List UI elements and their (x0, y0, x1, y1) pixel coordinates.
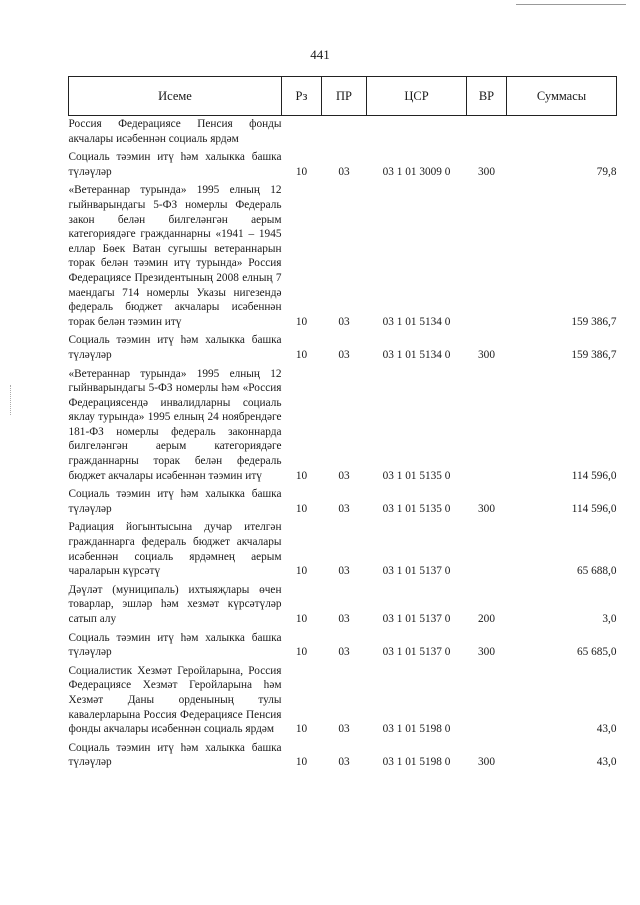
row-rz (282, 116, 322, 147)
row-sum: 159 386,7 (571, 348, 617, 361)
row-sum: 3,0 (602, 613, 617, 625)
row-csr: 03 1 01 5135 0 (382, 502, 451, 515)
table-row (69, 741, 617, 770)
row-pr: 03 (338, 756, 350, 769)
row-vr: 200 (478, 613, 495, 625)
row-pr: 03 (338, 165, 350, 178)
table-row (69, 150, 617, 179)
table-header-row (69, 77, 617, 116)
row-rz: 10 (295, 502, 308, 515)
row-sum: 65 685,0 (576, 646, 617, 659)
row-sum: 79,8 (596, 165, 617, 178)
table-row (69, 664, 617, 737)
row-name: Социаль тәэмин итү һәм халыкка башка түләүләр (68, 151, 282, 178)
row-sum: 114 596,0 (571, 502, 617, 515)
column-header-vr: ВР (467, 77, 507, 116)
row-csr: 03 1 01 5137 0 (382, 613, 451, 625)
row-csr: 03 1 01 5198 0 (382, 756, 451, 769)
row-csr: 03 1 01 5134 0 (382, 315, 451, 328)
row-name: Радиация йогынтысына дучар ителгән гражданнарга федераль бюджет акчалары исәбеннән социаль ярдәмнең аерым чараларын күрсәтү (68, 521, 282, 578)
row-vr: 300 (478, 348, 495, 361)
row-name: Социаль тәэмин итү һәм халыкка башка түләүләр (68, 631, 282, 659)
row-pr: 03 (338, 469, 350, 482)
table-row (69, 487, 617, 516)
row-vr: 300 (478, 646, 495, 659)
row-pr (322, 116, 367, 147)
row-pr: 03 (338, 315, 350, 328)
top-edge-line (516, 4, 626, 5)
row-pr: 03 (338, 565, 350, 578)
row-csr: 03 1 01 5134 0 (382, 348, 451, 361)
row-csr: 03 1 01 3009 0 (382, 165, 451, 178)
row-csr: 03 1 01 5137 0 (382, 646, 451, 659)
row-rz: 10 (295, 613, 308, 625)
table-row (69, 631, 617, 660)
row-rz: 10 (295, 565, 308, 578)
row-vr: 300 (478, 165, 495, 178)
row-sum: 159 386,7 (571, 315, 617, 328)
row-sum: 43,0 (596, 723, 617, 736)
column-header-sum: Суммасы (507, 77, 617, 116)
table-row (69, 116, 617, 147)
column-header-csr: ЦСР (367, 77, 467, 116)
row-pr: 03 (338, 613, 350, 625)
row-name: Социалистик Хезмәт Геройларына, Россия Федерациясе Хезмәт Геройларына һәм Хезмәт Даны орденының тулы кавалерларына Россия Федерациясе Пенсия фонды акчалары исәбеннән социаль ярдәм (68, 664, 282, 736)
row-sum: 65 688,0 (576, 565, 617, 578)
row-vr: 300 (478, 756, 495, 769)
row-name: Социаль тәэмин итү һәм халыкка башка түләүләр (68, 334, 282, 361)
binding-marks (10, 385, 13, 415)
row-rz: 10 (295, 315, 308, 328)
row-csr: 03 1 01 5198 0 (382, 723, 451, 736)
row-rz: 10 (295, 469, 308, 482)
row-rz: 10 (295, 348, 308, 361)
row-vr (467, 367, 507, 484)
row-name: Социаль тәэмин итү һәм халыкка башка түләүләр (68, 741, 282, 769)
row-rz: 10 (295, 723, 308, 736)
row-name: «Ветераннар турында» 1995 елның 12 гыйнварындагы 5-ФЗ номерлы һәм «Россия Федерациясендә инвалидларны социаль яклау турында» 1995 елның 24 ноябрендәге 181-ФЗ номерлы федераль законнарда билгеләнгән аерым категориядәге гражданнарны торак белән федераль бюджет акчалары исәбеннән тәэмин итү (68, 367, 282, 482)
column-header-pr: ПР (322, 77, 367, 116)
table-row (69, 367, 617, 484)
row-pr: 03 (338, 348, 350, 361)
column-header-rz: Рз (282, 77, 322, 116)
table-row (69, 520, 617, 578)
table-row (69, 183, 617, 329)
row-csr: 03 1 01 5135 0 (382, 469, 451, 482)
column-header-name: Исеме (69, 77, 282, 116)
row-vr: 300 (478, 502, 495, 515)
row-sum (507, 116, 617, 147)
row-rz: 10 (295, 165, 308, 178)
row-csr (367, 116, 467, 147)
row-vr (467, 183, 507, 329)
row-sum: 43,0 (596, 756, 617, 769)
table-row (69, 333, 617, 362)
page-number: 441 (310, 47, 330, 62)
row-vr (467, 520, 507, 578)
row-name: Дәүләт (муниципаль) ихтыяҗлары өчен товарлар, эшләр һәм хезмәт күрсәтүләр сатып алу (68, 583, 282, 625)
row-pr: 03 (338, 502, 350, 515)
row-vr (467, 664, 507, 737)
row-pr: 03 (338, 723, 350, 736)
row-pr: 03 (338, 646, 350, 659)
table-row (69, 583, 617, 627)
row-rz: 10 (295, 646, 308, 659)
budget-table (68, 76, 617, 770)
row-vr (467, 116, 507, 147)
row-rz: 10 (295, 756, 308, 769)
row-name: Социаль тәэмин итү һәм халыкка башка түләүләр (68, 488, 282, 515)
row-csr: 03 1 01 5137 0 (382, 565, 451, 578)
row-sum: 114 596,0 (571, 469, 617, 482)
row-name: Россия Федерациясе Пенсия фонды акчалары исәбеннән социаль ярдәм (68, 118, 282, 145)
row-name: «Ветераннар турында» 1995 елның 12 гыйнварындагы 5-ФЗ номерлы Федераль закон белән билгеләнгән аерым категориядәге гражданнарны «1941 – 1945 еллар Бөек Ватан сугышы ветераннарын торак белән тәэмин итү турында» Россия Федерациясе Президентының 2008 елның 7 маендагы 714 номерлы Указы нигезендә федераль бюджет акчалары исәбеннән торак белән тәэмин итү (68, 184, 282, 328)
